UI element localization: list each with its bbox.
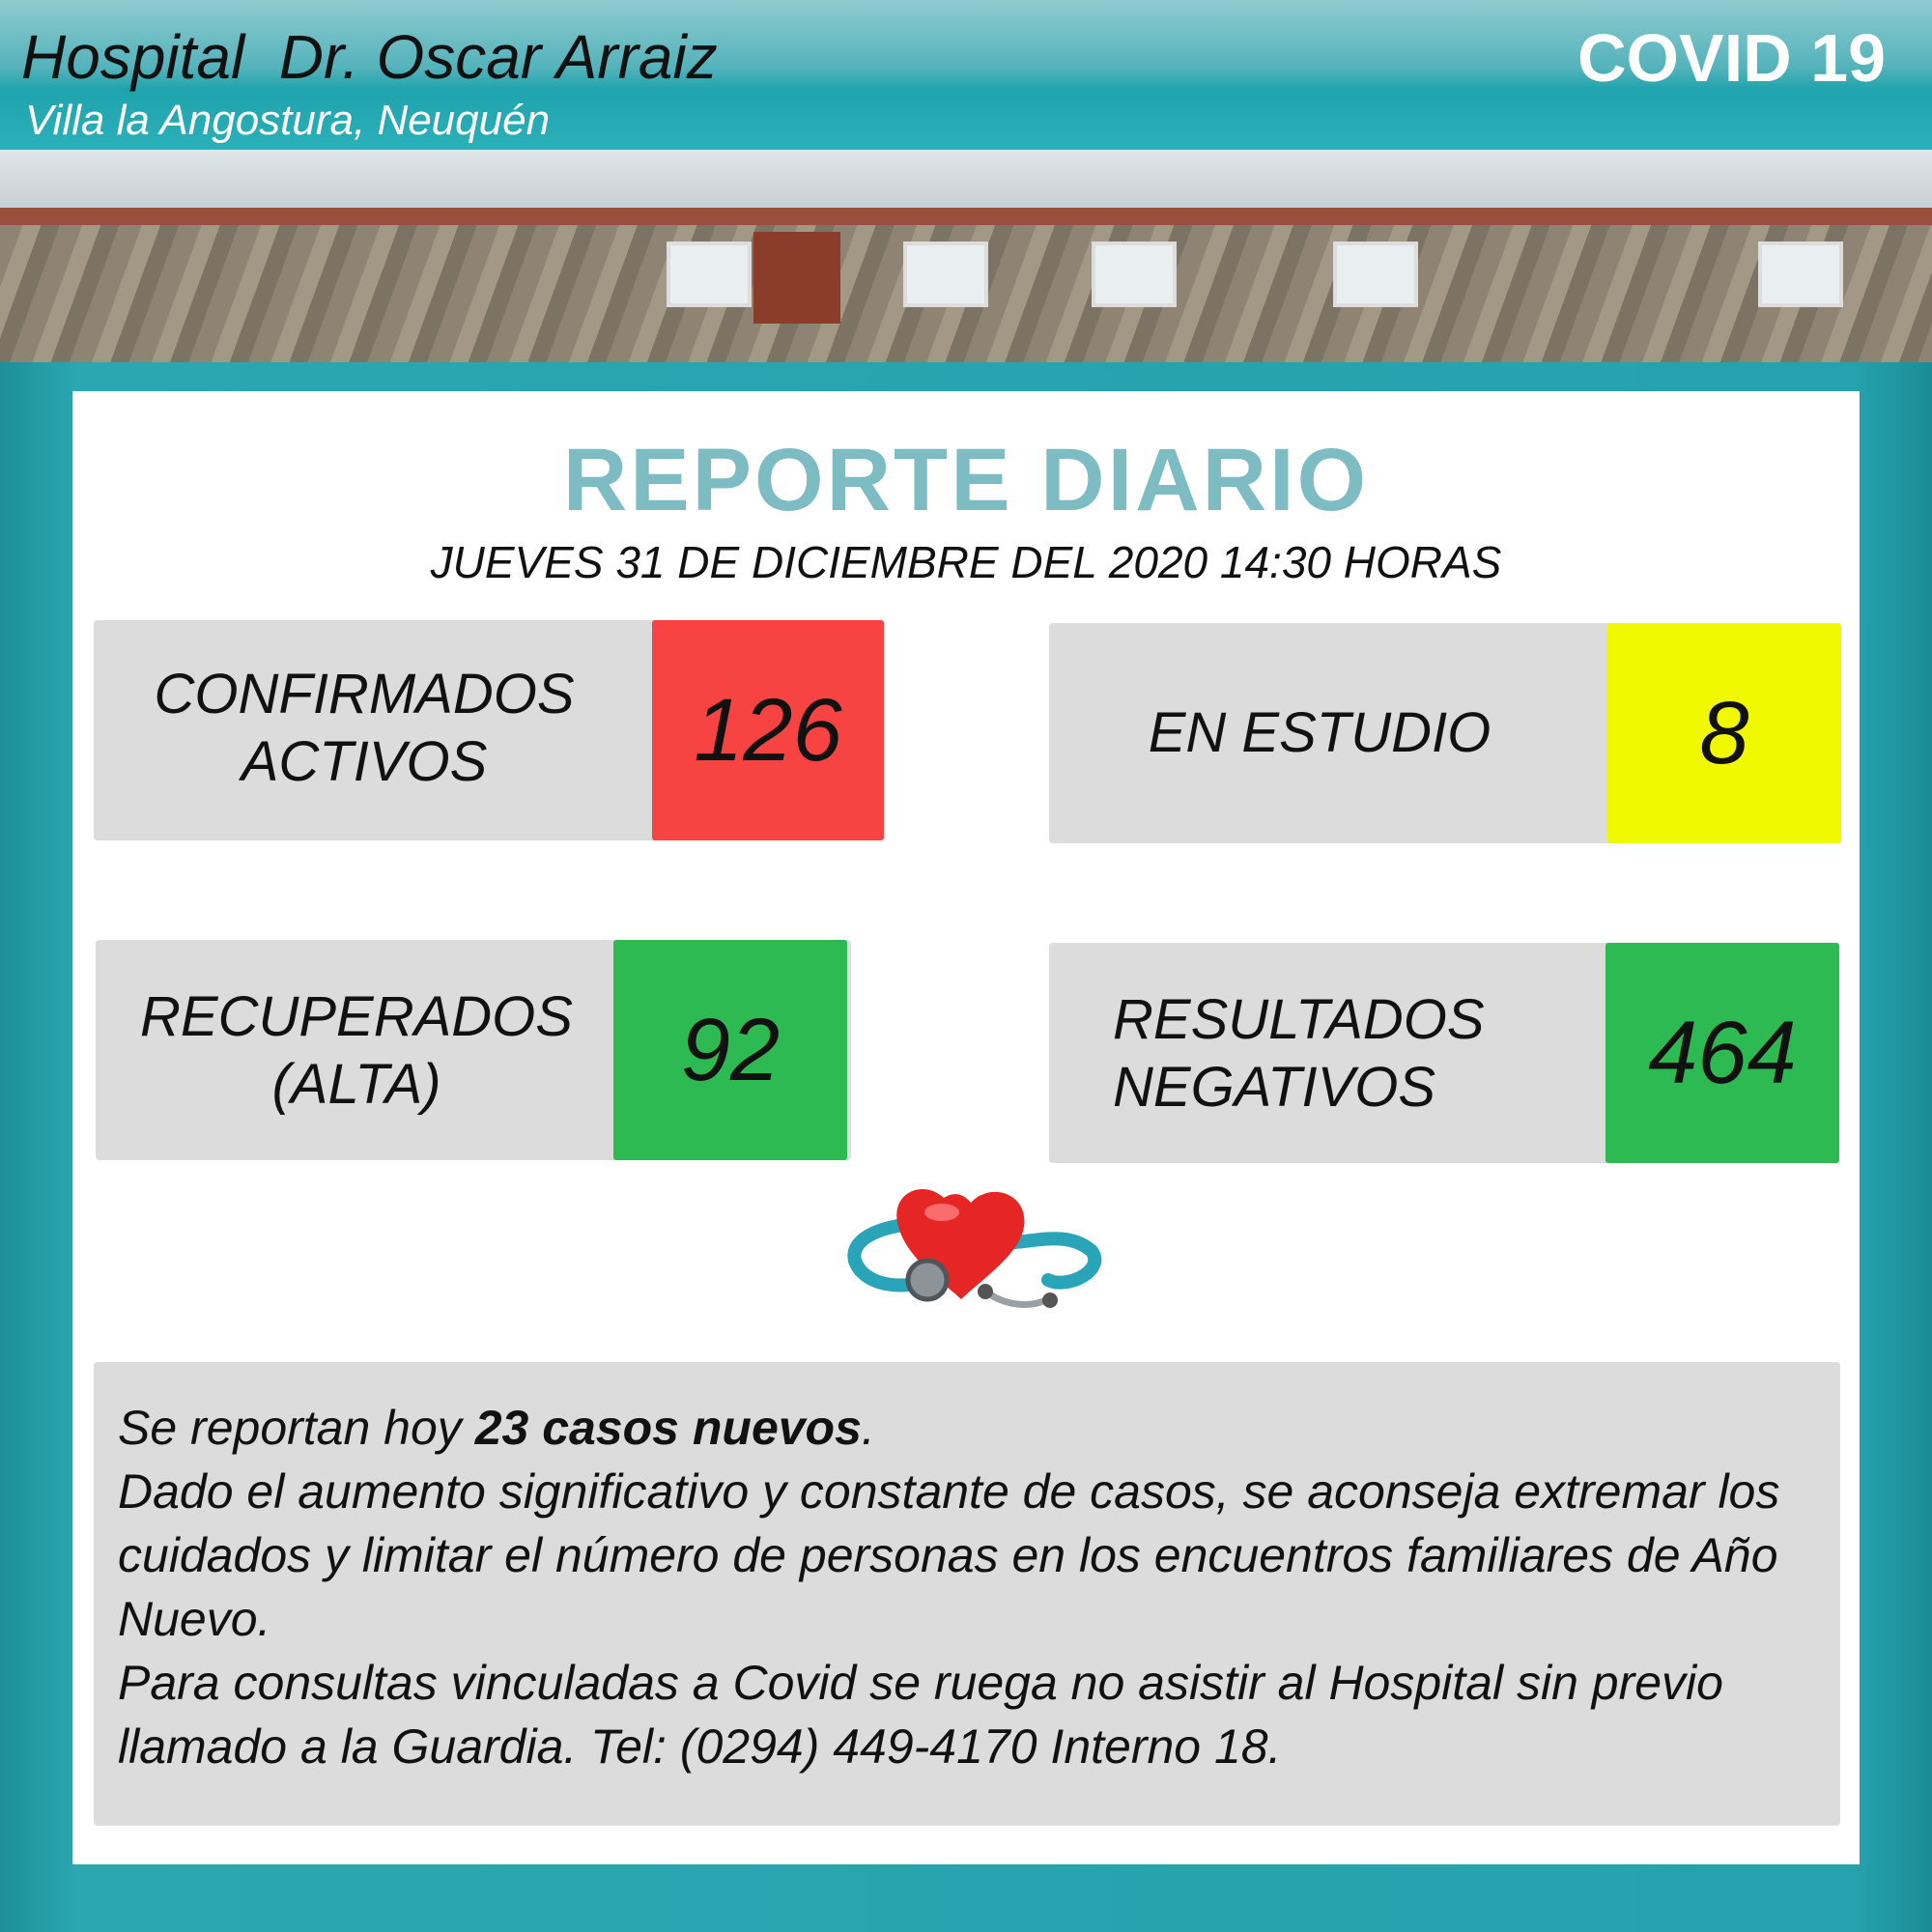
stat-card-study	[1049, 623, 1839, 843]
photo-sign	[753, 232, 840, 324]
photo-window	[1092, 242, 1177, 307]
photo-window	[667, 242, 752, 307]
stat-card-recovered	[96, 940, 851, 1160]
photo-roof	[0, 150, 1932, 208]
message-intro-end: .	[861, 1401, 875, 1455]
report-panel	[72, 391, 1860, 1864]
hospital-location: Villa la Angostura, Neuquén	[25, 97, 551, 144]
hospital-photo	[0, 150, 1932, 362]
heart-stethoscope-icon	[836, 1183, 1106, 1338]
stat-value-study: 8	[1607, 623, 1841, 843]
report-date: JUEVES 31 DE DICIEMBRE DEL 2020 14:30 HORAS	[430, 537, 1502, 587]
stat-label-active: CONFIRMADOS ACTIVOS	[154, 663, 575, 793]
stat-label-study: EN ESTUDIO	[1148, 701, 1492, 764]
report-title: REPORTE DIARIO	[562, 431, 1370, 529]
stat-value-negative: 464	[1605, 943, 1839, 1163]
photo-trim	[0, 208, 1932, 225]
stat-value-recovered: 92	[613, 940, 847, 1160]
header-band	[0, 0, 1932, 150]
stat-card-negative	[1049, 943, 1839, 1163]
message-highlight: 23 casos nuevos	[474, 1401, 862, 1455]
photo-window	[1758, 242, 1843, 307]
hospital-title: Hospital Dr. Oscar Arraiz	[21, 22, 718, 92]
message-line-2: Dado el aumento significativo y constante de casos, se aconseja extremar los cuidados y limitar el número de personas en los encuentros familiares de Año Nuevo.	[118, 1464, 1780, 1646]
stat-card-active	[94, 620, 882, 840]
message-text	[118, 1396, 1828, 1778]
message-box	[94, 1362, 1840, 1826]
stat-value-active: 126	[652, 620, 884, 840]
photo-window	[1333, 242, 1418, 307]
photo-window	[903, 242, 988, 307]
stat-label-negative: RESULTADOS NEGATIVOS	[1113, 988, 1485, 1119]
covid-badge: COVID 19	[1577, 20, 1886, 96]
stat-label-recovered: RECUPERADOS (ALTA)	[140, 985, 573, 1116]
message-line-3: Para consultas vinculadas a Covid se ruega no asistir al Hospital sin previo llamado a la Guardia. Tel: (0294) 449-4170 Interno 18.	[118, 1656, 1723, 1774]
message-intro: Se reportan hoy	[118, 1401, 475, 1455]
